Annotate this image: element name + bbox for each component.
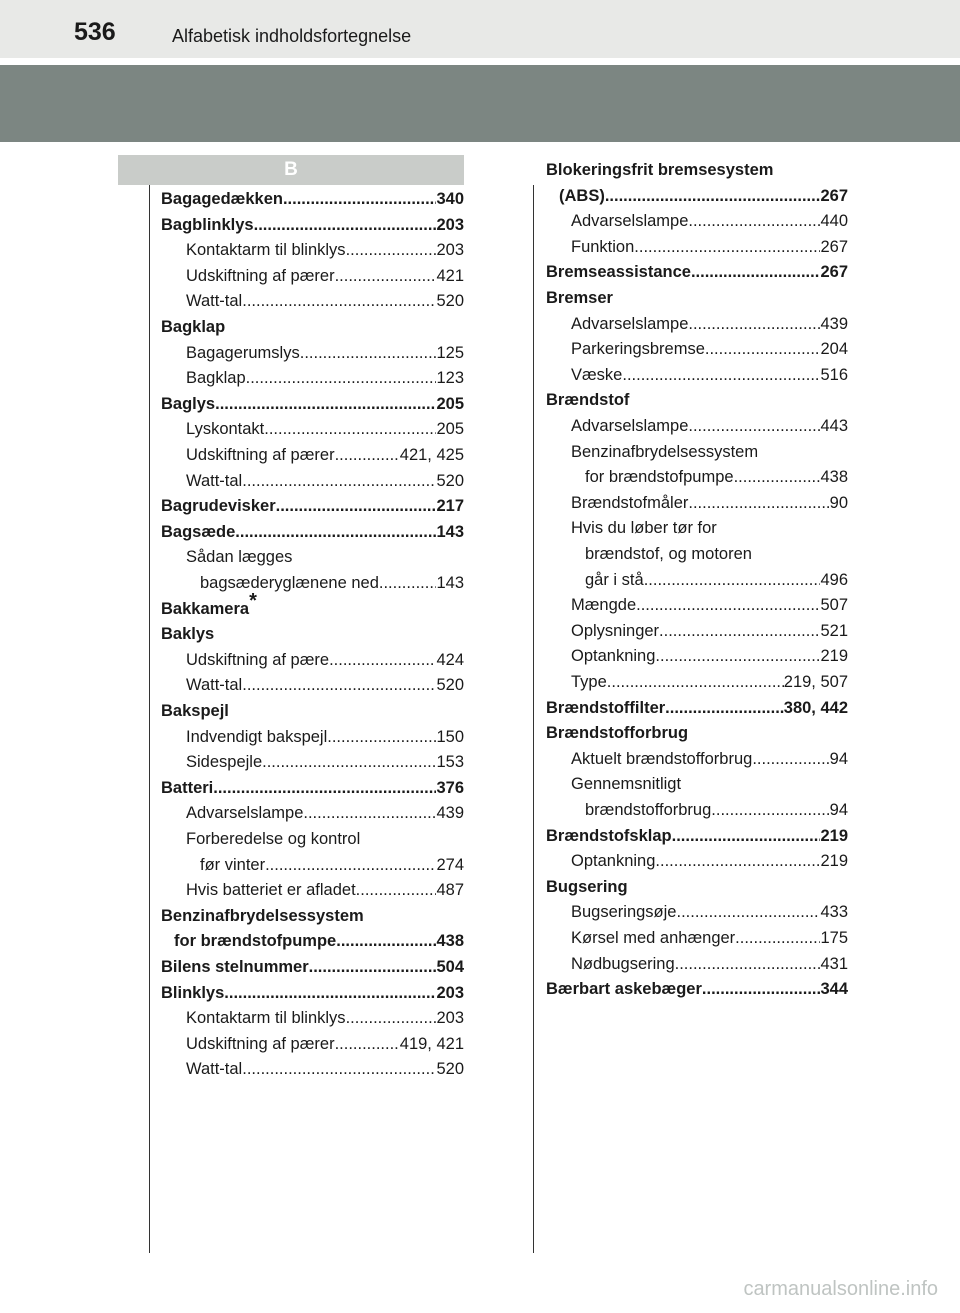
- dot-leader: [675, 953, 821, 975]
- index-entry: [174, 930, 464, 952]
- dot-leader: [672, 825, 821, 847]
- index-entry: [546, 697, 848, 719]
- index-entry: [571, 594, 848, 616]
- index-entry-page: 267: [820, 237, 848, 256]
- index-entry: [546, 876, 848, 898]
- index-entry-page: 219: [820, 647, 848, 666]
- index-entry-term: Advarselslampe: [571, 212, 689, 231]
- index-entry-term: Bagagerumslys: [186, 343, 300, 362]
- index-entry-page: 94: [829, 801, 848, 819]
- index-entry-term: Hvis batteriet er afladet: [186, 881, 356, 900]
- index-entry: [161, 956, 464, 978]
- index-entry: [571, 517, 848, 539]
- dot-leader: [379, 572, 437, 594]
- dot-leader: [356, 879, 437, 901]
- dot-leader: [752, 543, 848, 565]
- dot-leader: [681, 773, 848, 795]
- index-entry: [161, 589, 464, 620]
- index-entry-term: Udskiftning af pærer: [186, 1034, 335, 1053]
- index-entry-page: 274: [436, 855, 464, 874]
- index-entry-term: Benzinafbrydelsessystem: [571, 442, 759, 461]
- index-entry: [546, 722, 848, 744]
- index-entry-term: Nødbugsering: [571, 954, 675, 973]
- dot-leader: [758, 441, 848, 463]
- index-entry-page: 143: [436, 574, 464, 592]
- index-entry: [186, 265, 464, 287]
- index-entry: [161, 521, 464, 543]
- dot-leader: [688, 492, 829, 514]
- index-entry-term: brændstofforbrug: [585, 801, 712, 819]
- index-entry-page: 205: [436, 394, 464, 413]
- dot-leader: [213, 777, 436, 799]
- index-entry: [585, 569, 848, 591]
- watermark: carmanualsonline.info: [743, 1278, 938, 1300]
- index-entry-term: Oplysninger: [571, 621, 660, 640]
- dot-leader: [655, 645, 820, 667]
- index-entry: [161, 316, 464, 338]
- dot-leader: [254, 214, 437, 236]
- dot-leader: [335, 1033, 400, 1055]
- index-entry-term: Benzinafbrydelsessystem: [161, 906, 364, 925]
- dot-leader: [262, 751, 436, 773]
- index-entry: [571, 671, 848, 693]
- index-entry-term: Brændstoffilter: [546, 698, 666, 717]
- index-entry-page: 487: [436, 881, 464, 900]
- dot-leader: [265, 854, 436, 876]
- index-entry: [186, 649, 464, 671]
- index-entry-page: 175: [820, 929, 848, 947]
- index-entry-term: Sådan lægges: [186, 548, 293, 567]
- index-entry: [546, 261, 848, 283]
- index-entry-page: 438: [820, 468, 848, 487]
- index-entry: [571, 492, 848, 514]
- page-number: 536: [74, 18, 116, 46]
- index-entry-page: 520: [436, 1060, 464, 1079]
- index-entry: [186, 546, 464, 568]
- index-entry: [186, 751, 464, 773]
- index-entry: [571, 313, 848, 335]
- dot-leader: [734, 466, 821, 488]
- index-entry-page: 496: [820, 570, 848, 589]
- index-entry-page: 90: [829, 493, 848, 512]
- index-entry-term: Blokeringsfrit bremsesystem: [546, 161, 774, 179]
- dot-leader: [346, 239, 437, 261]
- index-entry-term: Kontaktarm til blinklys: [186, 1009, 346, 1028]
- column-divider-middle: [533, 185, 534, 1253]
- index-entry: [585, 799, 848, 821]
- index-entry: [571, 773, 848, 795]
- index-entry-page: 431: [820, 954, 848, 973]
- index-entry-term: for brændstofpumpe: [174, 932, 337, 951]
- dot-leader: [224, 982, 436, 1004]
- index-entry-term: Bagklap: [186, 369, 246, 388]
- index-entry: [571, 748, 848, 770]
- index-entry-page: 424: [436, 650, 464, 669]
- index-entry-term: Baglys: [161, 394, 216, 413]
- index-entry-term: Optankning: [571, 647, 656, 666]
- index-entry: [200, 572, 464, 594]
- index-entry: [186, 418, 464, 440]
- index-entry-term: Bilens stelnummer: [161, 958, 309, 976]
- dot-leader: [276, 495, 437, 517]
- index-entry-term: Watt-tal: [186, 292, 243, 311]
- index-entry: [186, 367, 464, 389]
- dot-leader: [702, 978, 821, 1000]
- index-entry-term: Bagagedækken: [161, 190, 283, 208]
- index-entry-page: 267: [820, 263, 848, 282]
- dot-leader: [605, 185, 821, 207]
- index-entry-term: før vinter: [200, 855, 266, 874]
- index-entry-page: 520: [436, 676, 464, 695]
- index-entry-page: 203: [436, 983, 464, 1002]
- index-entry: [546, 159, 848, 181]
- index-entry-page: 153: [436, 753, 464, 772]
- index-entry: [571, 927, 848, 949]
- dot-leader: [665, 697, 784, 719]
- index-entry: [571, 620, 848, 642]
- dot-leader: [214, 623, 464, 645]
- index-entry-page: 433: [820, 903, 848, 922]
- dot-leader: [711, 799, 829, 821]
- index-entry-term: Bremseassistance: [546, 263, 691, 282]
- index-entry-page: 504: [436, 958, 464, 976]
- index-entry: [186, 470, 464, 492]
- index-entry-term: bagsæderyglænene ned: [200, 574, 379, 592]
- dot-leader: [717, 517, 848, 539]
- index-entry-page: 439: [436, 804, 464, 823]
- index-entry-page: 219: [820, 852, 848, 871]
- index-entry: [571, 236, 848, 258]
- dot-leader: [225, 316, 464, 338]
- dot-leader: [346, 1007, 437, 1029]
- dot-leader: [705, 338, 821, 360]
- index-entry-term: Advarselslampe: [571, 314, 689, 333]
- index-entry: [161, 623, 464, 645]
- index-entry: [546, 287, 848, 309]
- index-entry-page: 217: [436, 497, 464, 516]
- dot-leader: [292, 546, 464, 568]
- index-entry: [571, 901, 848, 923]
- index-entry-term: Watt-tal: [186, 1060, 243, 1079]
- index-entry-page: 520: [436, 292, 464, 311]
- dot-leader: [229, 700, 464, 722]
- index-entry-term: Optankning: [571, 852, 656, 871]
- dot-leader: [773, 159, 848, 181]
- index-entry-term: Bærbart askebæger: [546, 980, 702, 999]
- index-entry-page: 440: [820, 212, 848, 231]
- index-entry-term: Aktuelt brændstofforbrug: [571, 749, 753, 768]
- index-entry-term: Brændstof: [546, 391, 630, 410]
- index-entry-page: 143: [436, 522, 464, 541]
- index-entry-term: Udskiftning af pærer: [186, 266, 335, 285]
- index-entry-term: Batteri: [161, 778, 214, 797]
- index-entry-term: går i stå: [585, 570, 644, 589]
- index-entry-page: 150: [436, 727, 464, 746]
- index-entry-page: 516: [820, 365, 848, 384]
- index-entry-term: Kontaktarm til blinklys: [186, 241, 346, 260]
- index-entry: [585, 466, 848, 488]
- index-entry-page: 344: [820, 980, 848, 999]
- dot-leader: [360, 828, 464, 850]
- index-entry-page: 421, 425: [399, 446, 464, 464]
- index-entry-term: Parkeringsbremse: [571, 340, 705, 359]
- index-entry-term: Forberedelse og kontrol: [186, 830, 361, 848]
- index-entry-page: 421: [436, 266, 464, 285]
- index-entry: [585, 543, 848, 565]
- index-entry-page: 507: [820, 596, 848, 615]
- dot-leader: [676, 901, 820, 923]
- index-entry: [186, 802, 464, 824]
- index-entry-term: (ABS): [559, 186, 605, 205]
- index-entry-term: Baklys: [161, 625, 215, 644]
- index-entry-page: 376: [436, 778, 464, 797]
- dot-leader: [242, 470, 436, 492]
- index-entry-page: 205: [436, 420, 464, 439]
- index-entry-term: Bugsering: [546, 877, 628, 896]
- index-entry-term: Advarselslampe: [571, 417, 689, 435]
- dot-leader: [300, 342, 437, 364]
- dot-leader: [215, 393, 436, 415]
- dot-leader: [659, 620, 820, 642]
- index-entry: [161, 495, 464, 517]
- index-entry-term: Indvendigt bakspejl: [186, 727, 328, 746]
- index-entry: [186, 879, 464, 901]
- index-entry: [161, 982, 464, 1004]
- index-entry-term: Type: [571, 673, 607, 691]
- index-entry: [186, 1058, 464, 1080]
- page-title: Alfabetisk indholdsfortegnelse: [172, 26, 412, 46]
- index-entry-term: for brændstofpumpe: [585, 468, 734, 487]
- dot-leader: [607, 671, 784, 693]
- decorative-band: [0, 65, 960, 142]
- index-entry-term: Sidespejle: [186, 753, 263, 772]
- index-entry: [571, 441, 848, 463]
- dot-leader: [242, 1058, 436, 1080]
- index-entry: [186, 290, 464, 312]
- section-letter-header: B: [118, 155, 464, 185]
- index-entry-page: 203: [436, 1009, 464, 1028]
- index-entry-term: Bremser: [546, 289, 613, 307]
- index-entry: [186, 1007, 464, 1029]
- index-entry-term: Bagklap: [161, 318, 226, 336]
- dot-leader: [691, 261, 821, 283]
- index-entry-term: Kørsel med anhænger: [571, 929, 736, 947]
- dot-leader: [242, 674, 436, 696]
- dot-leader: [264, 418, 436, 440]
- index-entry-term: Bagsæde: [161, 522, 236, 541]
- index-entry-page: 419, 421: [399, 1034, 464, 1053]
- index-entry: [571, 850, 848, 872]
- index-entry-page: 267: [820, 186, 848, 205]
- index-entry-term: Bugseringsøje: [571, 903, 677, 922]
- dot-leader: [735, 927, 820, 949]
- dot-leader: [335, 265, 437, 287]
- index-entry-page: 443: [820, 417, 848, 435]
- index-entry-term: Bakspejl: [161, 702, 229, 720]
- dot-leader: [752, 748, 829, 770]
- index-entry-term: Mængde: [571, 596, 637, 615]
- index-entry: [186, 674, 464, 696]
- index-entry: [161, 905, 464, 927]
- index-entry: [161, 700, 464, 722]
- index-entry-page: 380, 442: [783, 698, 848, 717]
- column-divider-left: [149, 185, 150, 1253]
- index-entry-term: Bagblinklys: [161, 215, 254, 234]
- index-entry-term: Watt-tal: [186, 471, 243, 490]
- index-entry-term: Gennemsnitligt: [571, 775, 682, 794]
- index-entry-page: 438: [436, 932, 464, 951]
- index-entry: [186, 828, 464, 850]
- dot-leader: [636, 594, 820, 616]
- index-entry-term: Blinklys: [161, 983, 225, 1002]
- dot-leader: [309, 956, 437, 978]
- dot-leader: [257, 598, 464, 620]
- dot-leader: [613, 287, 848, 309]
- index-entry-page: 123: [436, 369, 464, 388]
- index-entry: [200, 854, 464, 876]
- index-entry: [571, 415, 848, 437]
- index-entry-term: brændstof, og motoren: [585, 545, 752, 563]
- dot-leader: [242, 290, 436, 312]
- index-entry: [546, 389, 848, 411]
- index-entry-page: 203: [436, 241, 464, 260]
- dot-leader: [364, 905, 464, 927]
- index-entry: [186, 239, 464, 261]
- index-entry: [161, 393, 464, 415]
- index-entry-term: Brændstofmåler: [571, 493, 689, 512]
- index-entry: [161, 188, 464, 210]
- index-entry-term: Watt-tal: [186, 676, 243, 695]
- dot-leader: [644, 569, 821, 591]
- dot-leader: [688, 210, 820, 232]
- index-entry: [571, 338, 848, 360]
- index-entry: [186, 1033, 464, 1055]
- dot-leader: [303, 802, 436, 824]
- index-entry-page: 203: [436, 215, 464, 234]
- index-entry: [546, 978, 848, 1000]
- dot-leader: [655, 850, 820, 872]
- dot-leader: [629, 389, 848, 411]
- header-bar: [0, 0, 960, 58]
- index-entry-term: Funktion: [571, 237, 635, 256]
- index-entry-term: Udskiftning af pærer: [186, 446, 335, 464]
- index-entry-page: 439: [820, 314, 848, 333]
- index-entry-term: Bagrudevisker: [161, 497, 276, 516]
- index-entry: [186, 342, 464, 364]
- index-entry-term: Lyskontakt: [186, 420, 265, 439]
- index-entry-page: 520: [436, 471, 464, 490]
- index-entry-page: 521: [820, 621, 848, 640]
- index-entry: [571, 953, 848, 975]
- index-entry-page: 219: [820, 826, 848, 845]
- index-entry-page: 219, 507: [783, 673, 848, 691]
- index-entry-term: Advarselslampe: [186, 804, 304, 823]
- index-entry-term: Hvis du løber tør for: [571, 519, 717, 538]
- index-entry-term: Bakkamera*: [161, 589, 257, 618]
- dot-leader: [246, 367, 437, 389]
- dot-leader: [335, 444, 400, 466]
- index-entry: [546, 825, 848, 847]
- dot-leader: [622, 364, 820, 386]
- index-entry-term: Brændstofforbrug: [546, 724, 689, 743]
- index-entry: [559, 185, 848, 207]
- index-entry-term: Væske: [571, 365, 623, 384]
- footnote-asterisk: *: [249, 589, 257, 612]
- index-entry-page: 204: [820, 340, 848, 359]
- dot-leader: [336, 930, 436, 952]
- index-entry: [571, 364, 848, 386]
- index-entry-page: 125: [436, 343, 464, 362]
- dot-leader: [283, 188, 437, 210]
- dot-leader: [688, 415, 820, 437]
- dot-leader: [327, 726, 436, 748]
- dot-leader: [628, 876, 848, 898]
- index-entry-term: Brændstofsklap: [546, 826, 672, 845]
- index-entry: [571, 210, 848, 232]
- index-entry: [571, 645, 848, 667]
- index-entry: [161, 777, 464, 799]
- dot-leader: [235, 521, 436, 543]
- dot-leader: [634, 236, 820, 258]
- index-entry-page: 94: [829, 749, 848, 768]
- index-entry-page: 340: [436, 190, 464, 208]
- index-entry-term: Udskiftning af pære: [186, 650, 330, 669]
- index-entry: [186, 726, 464, 748]
- index-entry: [161, 214, 464, 236]
- index-entry: [186, 444, 464, 466]
- dot-leader: [329, 649, 436, 671]
- dot-leader: [688, 722, 848, 744]
- dot-leader: [688, 313, 820, 335]
